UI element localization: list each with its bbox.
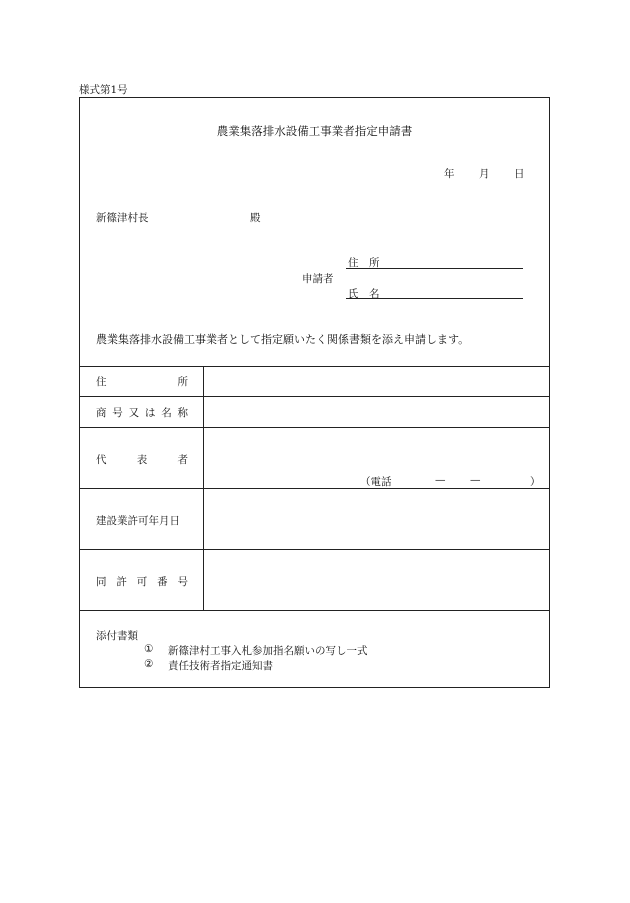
application-form [79, 97, 550, 688]
applicant-address-line[interactable] [346, 268, 523, 269]
applicant-name-line[interactable] [346, 298, 523, 299]
attachment-item-number: ① [144, 643, 154, 655]
date-month-label: 月 [479, 168, 490, 180]
address-value-field[interactable] [204, 367, 550, 396]
attachment-item-text: 新篠津村工事入札参加指名願いの写し一式 [168, 645, 368, 657]
row-label-address: 住 所 [96, 376, 188, 388]
phone-dash-2: — [470, 474, 481, 486]
permit-date-value-field[interactable] [204, 489, 550, 549]
applicant-address-label: 住 所 [348, 257, 380, 269]
addressee-honorific: 殿 [250, 212, 261, 224]
trade-name-value-field[interactable] [204, 397, 550, 427]
row-label-representative: 代 表 者 [96, 454, 188, 466]
applicant-name-label: 氏 名 [348, 288, 380, 300]
applicant-label: 申請者 [302, 273, 334, 285]
addressee-name: 新篠津村長 [96, 212, 149, 224]
row-label-construction-permit-date: 建設業許可年月日 [96, 515, 180, 527]
attachment-item-text: 責任技術者指定通知書 [168, 660, 273, 672]
application-statement: 農業集落排水設備工事業者として指定願いたく関係書類を添え申請します。 [96, 333, 470, 346]
phone-open-label: （電話 [360, 476, 392, 488]
permit-number-value-field[interactable] [204, 550, 550, 610]
row-label-trade-name: 商 号 又 は 名 称 [96, 407, 188, 419]
attachments-title: 添付書類 [96, 630, 138, 642]
date-day-label: 日 [514, 168, 525, 180]
table-bottom-border [80, 610, 549, 611]
date-year-label: 年 [444, 168, 455, 180]
row-label-permit-number: 同 許 可 番 号 [96, 576, 188, 588]
form-title: 農業集落排水設備工事業者指定申請書 [216, 124, 413, 138]
phone-close-label: ） [530, 476, 541, 488]
form-number-label: 様式第1号 [79, 84, 128, 96]
attachment-item-number: ② [144, 658, 154, 670]
phone-dash-1: — [435, 474, 446, 486]
